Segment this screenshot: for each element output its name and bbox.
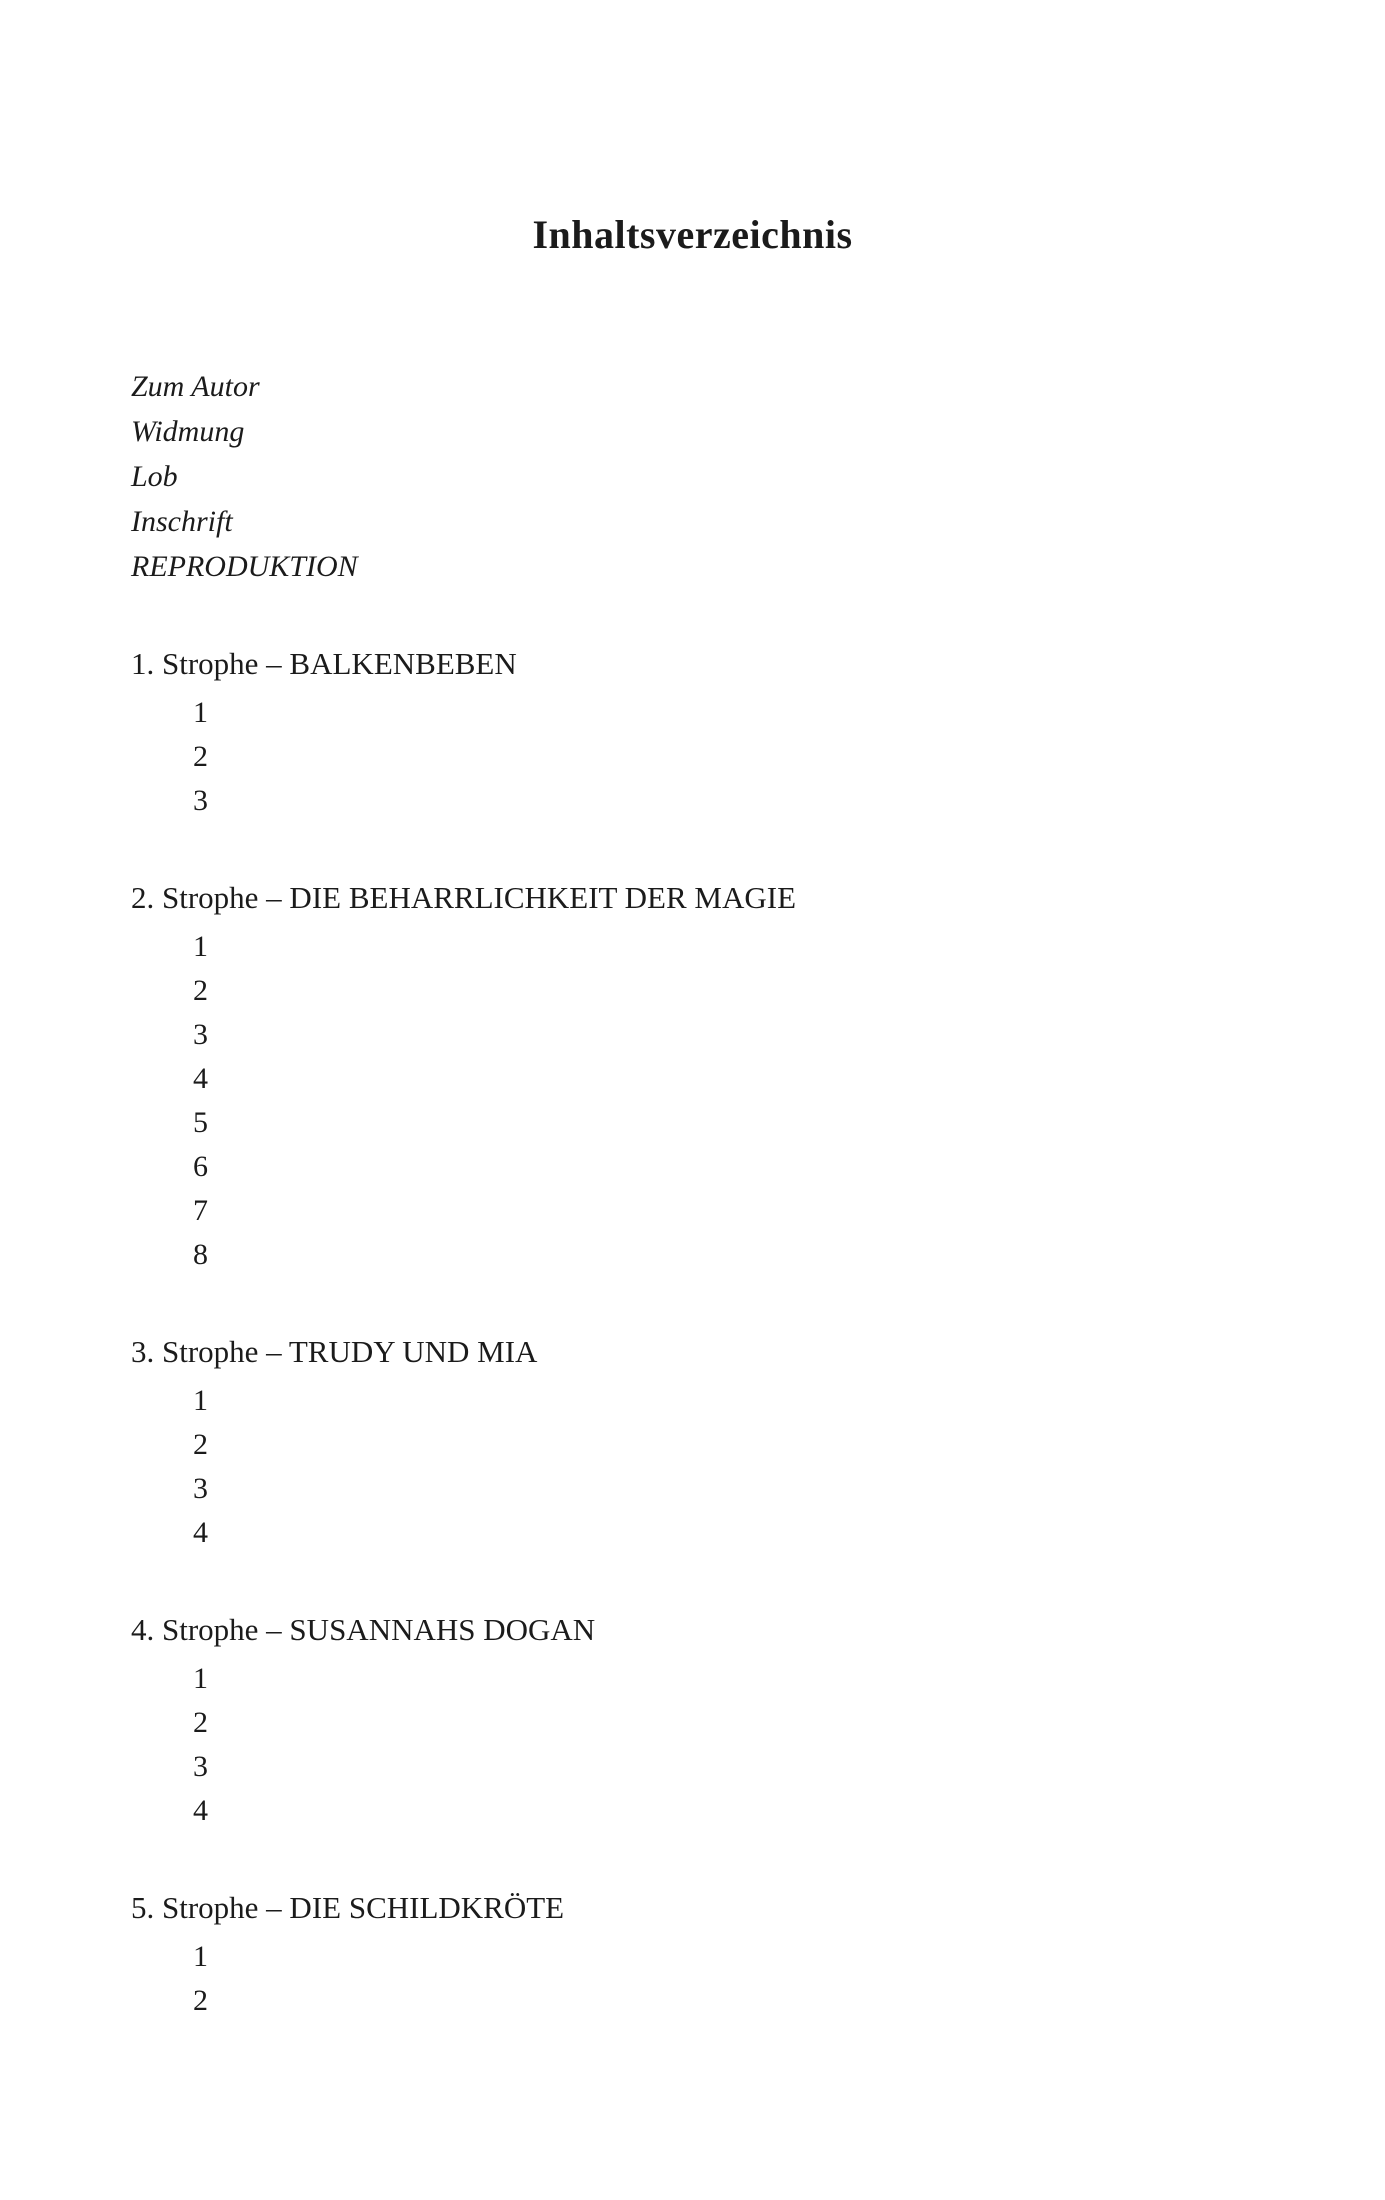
page-title: Inhaltsverzeichnis xyxy=(532,212,853,257)
toc-section-4-heading[interactable]: 4. Strophe – SUSANNAHS DOGAN xyxy=(131,1612,596,1647)
toc-subentry[interactable]: 3 xyxy=(193,1750,208,1783)
toc-entry-widmung[interactable]: Widmung xyxy=(131,415,245,448)
toc-subentry[interactable]: 2 xyxy=(193,1984,208,2017)
toc-content xyxy=(131,364,1251,2023)
toc-entry-lob[interactable]: Lob xyxy=(131,460,178,493)
toc-subentry[interactable]: 3 xyxy=(193,784,208,817)
toc-subentry[interactable]: 1 xyxy=(193,1662,208,1695)
toc-section-2-sublist xyxy=(131,925,1251,1277)
toc-subentry[interactable]: 1 xyxy=(193,696,208,729)
toc-subentry[interactable]: 1 xyxy=(193,1940,208,1973)
toc-section-1-sublist xyxy=(131,691,1251,823)
toc-subentry[interactable]: 1 xyxy=(193,930,208,963)
toc-subentry[interactable]: 2 xyxy=(193,974,208,1007)
toc-subentry[interactable]: 4 xyxy=(193,1794,208,1827)
toc-section-3-heading[interactable]: 3. Strophe – TRUDY UND MIA xyxy=(131,1334,538,1369)
toc-section-4-sublist xyxy=(131,1657,1251,1833)
toc-subentry[interactable]: 3 xyxy=(193,1472,208,1505)
toc-entry-zum-autor[interactable]: Zum Autor xyxy=(131,370,260,403)
toc-entry-reproduktion[interactable]: REPRODUKTION xyxy=(131,550,358,583)
toc-section-2-heading[interactable]: 2. Strophe – DIE BEHARRLICHKEIT DER MAGIE xyxy=(131,880,797,915)
toc-subentry[interactable]: 4 xyxy=(193,1062,208,1095)
toc-subentry[interactable]: 8 xyxy=(193,1238,208,1271)
toc-subentry[interactable]: 3 xyxy=(193,1018,208,1051)
toc-section-5-sublist xyxy=(131,1935,1251,2023)
toc-section-1-heading[interactable]: 1. Strophe – BALKENBEBEN xyxy=(131,646,517,681)
toc-subentry[interactable]: 1 xyxy=(193,1384,208,1417)
toc-section-2 xyxy=(131,875,1251,1277)
toc-section-5-heading[interactable]: 5. Strophe – DIE SCHILDKRÖTE xyxy=(131,1890,565,1925)
front-matter-list xyxy=(131,364,1251,589)
toc-section-4 xyxy=(131,1607,1251,1833)
toc-subentry[interactable]: 6 xyxy=(193,1150,208,1183)
toc-section-1 xyxy=(131,641,1251,823)
toc-section-3 xyxy=(131,1329,1251,1555)
toc-subentry[interactable]: 2 xyxy=(193,1428,208,1461)
toc-subentry[interactable]: 2 xyxy=(193,740,208,773)
toc-section-3-sublist xyxy=(131,1379,1251,1555)
toc-subentry[interactable]: 4 xyxy=(193,1516,208,1549)
toc-subentry[interactable]: 5 xyxy=(193,1106,208,1139)
toc-entry-inschrift[interactable]: Inschrift xyxy=(131,505,233,538)
toc-subentry[interactable]: 2 xyxy=(193,1706,208,1739)
toc-section-5 xyxy=(131,1885,1251,2023)
toc-subentry[interactable]: 7 xyxy=(193,1194,208,1227)
